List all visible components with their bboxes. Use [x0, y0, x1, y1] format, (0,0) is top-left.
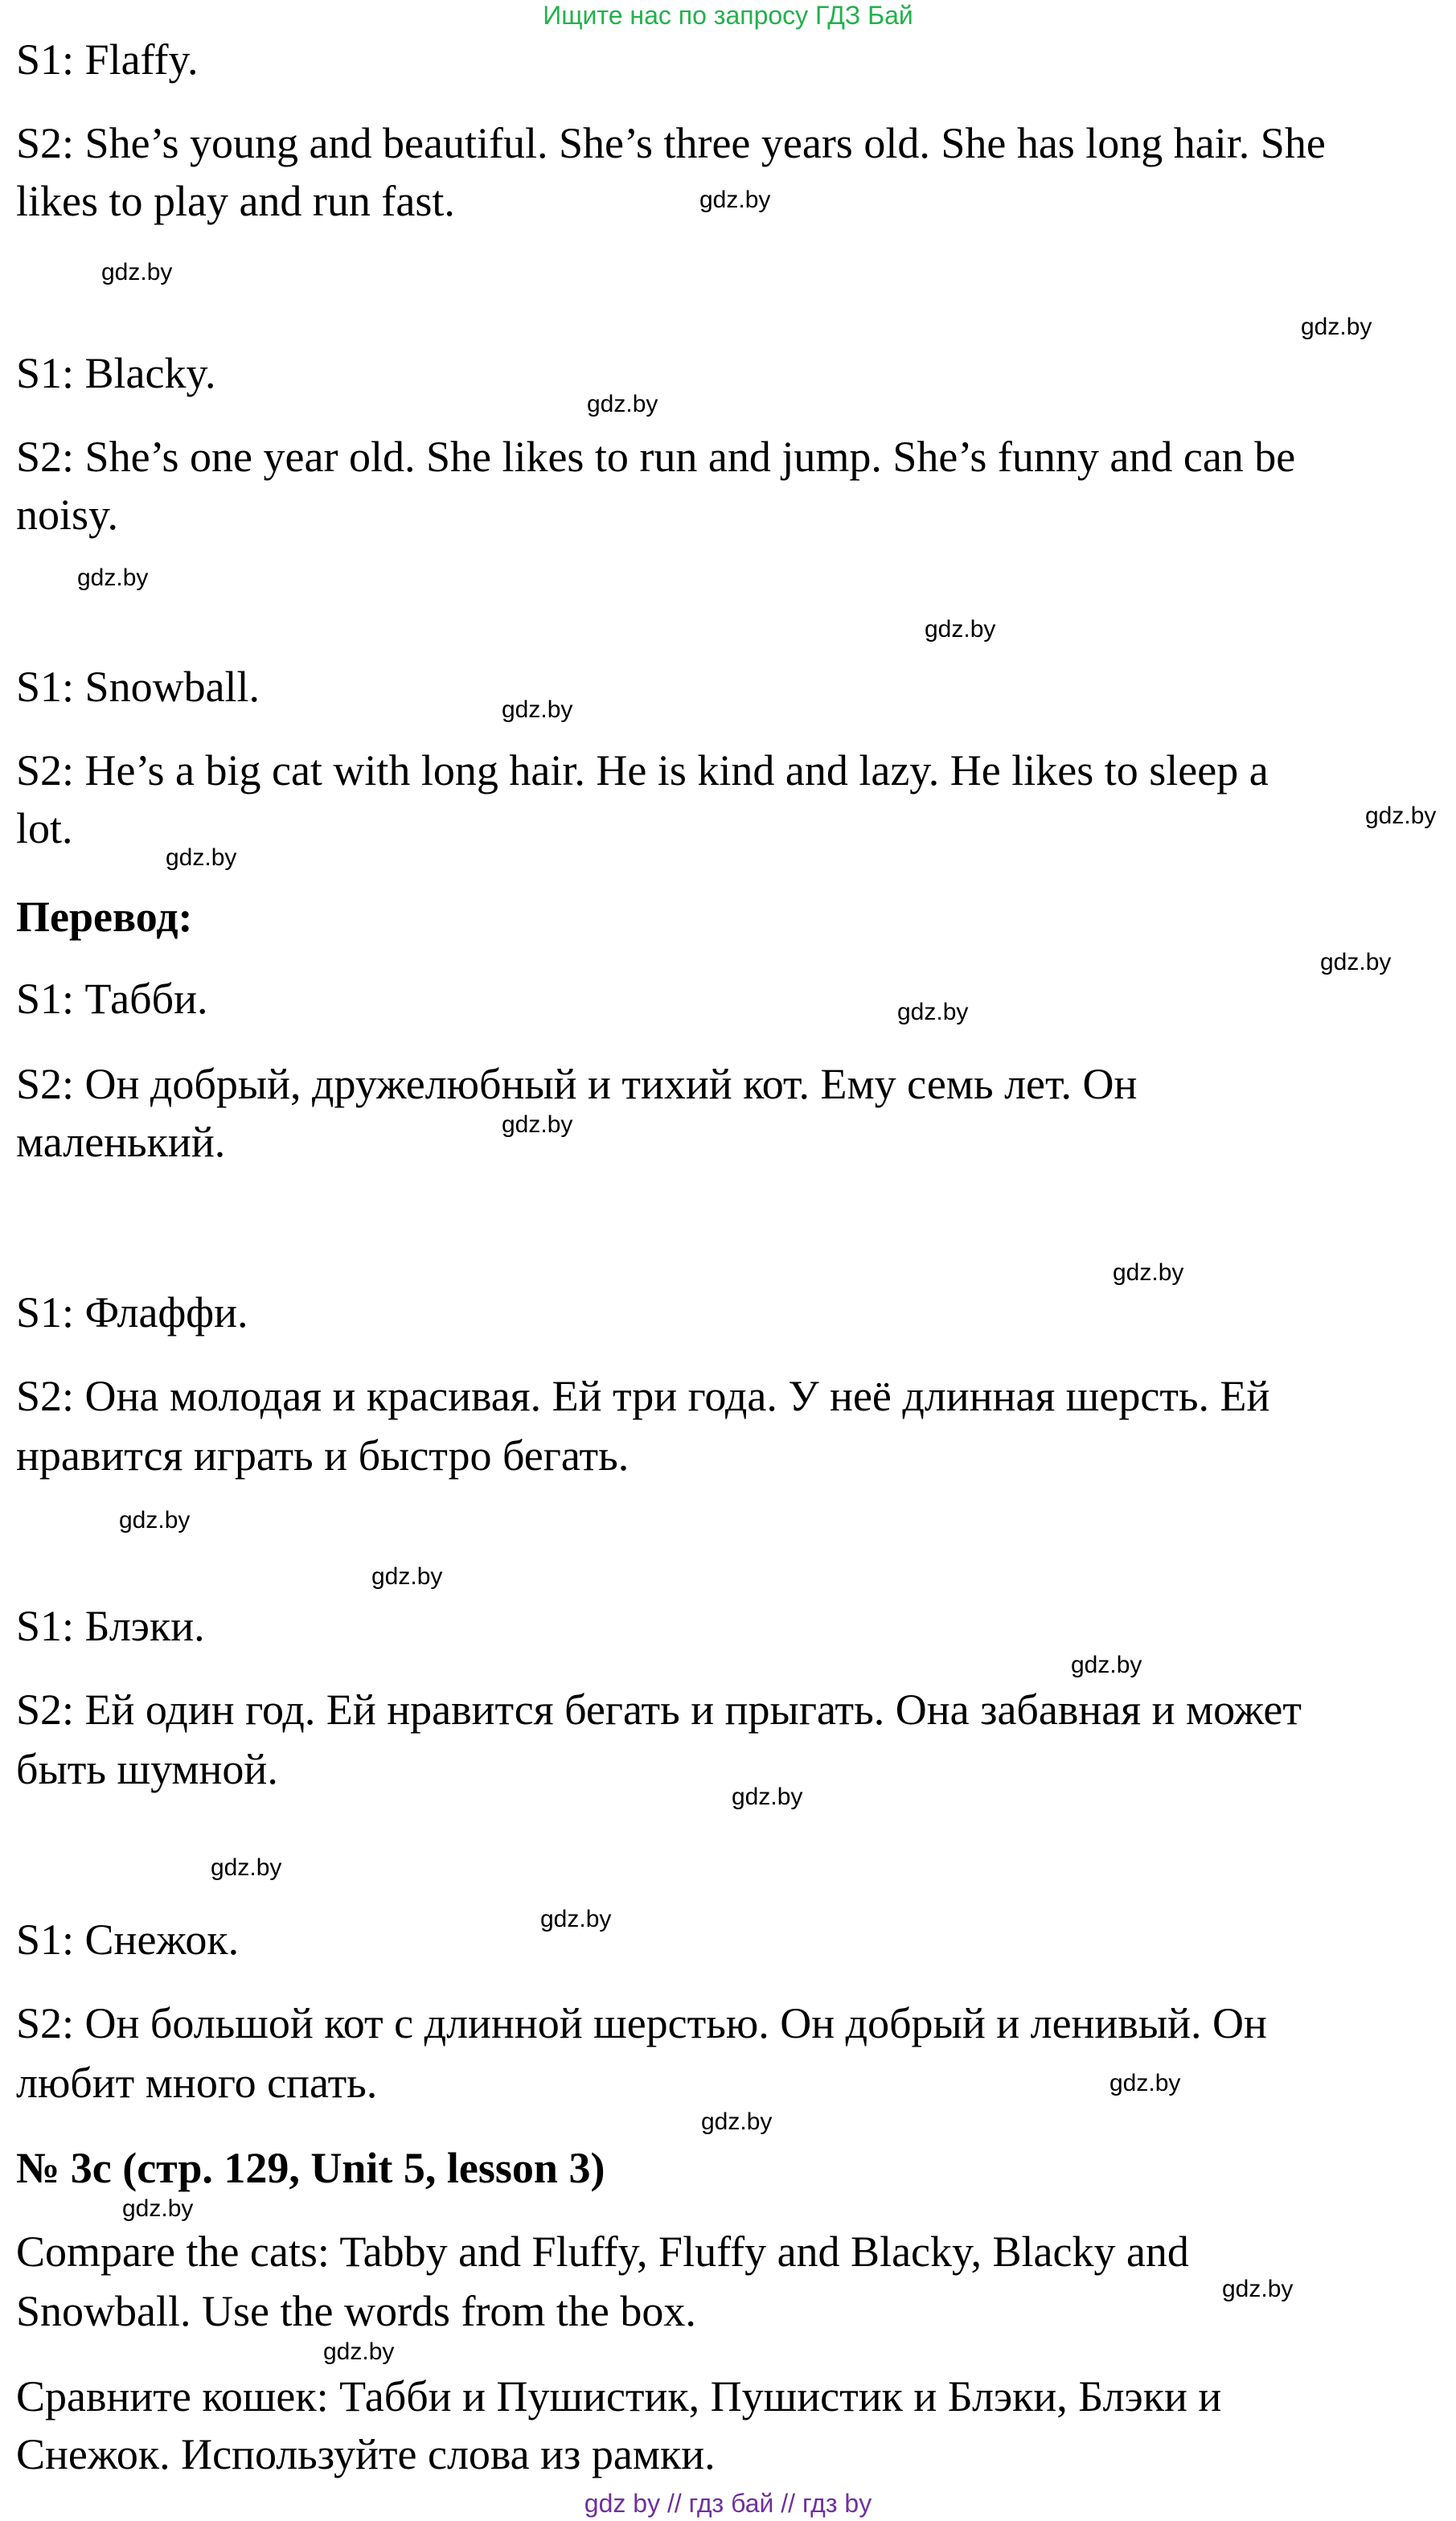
watermark-text: gdz.by: [1365, 803, 1437, 829]
watermark-text: gdz.by: [701, 2108, 773, 2135]
translation-line-s2-tabby: S2: Он добрый, дружелюбный и тихий кот. Ему семь лет. Он: [16, 1060, 1138, 1108]
watermark-text: gdz.by: [323, 2338, 395, 2365]
translation-line-s1-flaffy: S1: Флаффи.: [16, 1288, 248, 1336]
watermark-text: gdz.by: [77, 565, 149, 591]
translation-line-s1-snowball: S1: Снежок.: [16, 1915, 240, 1964]
watermark-text: gdz.by: [540, 1906, 612, 1932]
watermark-text: gdz.by: [502, 1111, 573, 1138]
translation-line-s2-tabby-cont: маленький.: [16, 1118, 226, 1166]
watermark-text: gdz.by: [1222, 2276, 1294, 2302]
watermark-text: gdz.by: [1113, 1259, 1184, 1286]
exercise-heading: № 3c (стр. 129, Unit 5, lesson 3): [16, 2144, 605, 2192]
exercise-task-en-cont: Snowball. Use the words from the box.: [16, 2287, 696, 2335]
dialogue-line-s2-snowball: S2: He’s a big cat with long hair. He is kind and lazy. He likes to sleep a: [16, 746, 1269, 794]
dialogue-line-s2-flaffy: S2: She’s young and beautiful. She’s three years old. She has long hair. She: [16, 119, 1326, 167]
watermark-text: gdz.by: [1301, 314, 1372, 340]
dialogue-line-s1-blacky: S1: Blacky.: [16, 349, 216, 397]
watermark-text: gdz.by: [699, 187, 771, 213]
translation-heading: Перевод:: [16, 893, 193, 941]
watermark-text: gdz.by: [211, 1854, 282, 1881]
watermark-text: gdz.by: [119, 1507, 191, 1534]
exercise-task-ru: Сравните кошек: Табби и Пушистик, Пушистик и Блэки, Блэки и: [16, 2372, 1222, 2420]
dialogue-line-s2-snowball-cont: lot.: [16, 804, 73, 852]
watermark-text: gdz.by: [1071, 1652, 1142, 1678]
translation-line-s2-blacky-cont: быть шумной.: [16, 1745, 278, 1793]
watermark-text: gdz.by: [897, 999, 969, 1025]
translation-line-s2-snowball: S2: Он большой кот с длинной шерстью. Он добрый и ленивый. Он: [16, 1999, 1267, 2047]
dialogue-line-s2-flaffy-cont: likes to play and run fast.: [16, 177, 455, 225]
watermark-text: gdz.by: [587, 391, 658, 417]
watermark-text: gdz.by: [1320, 949, 1392, 975]
dialogue-line-s1-flaffy: S1: Flaffy.: [16, 35, 199, 84]
watermark-text: gdz.by: [502, 696, 573, 723]
header-search-link[interactable]: Ищите нас по запросу ГДЗ Бай: [543, 1, 913, 30]
watermark-text: gdz.by: [101, 259, 173, 285]
dialogue-line-s1-snowball: S1: Snowball.: [16, 663, 260, 711]
footer-site-links[interactable]: gdz by // гдз бай // гдз by: [584, 2489, 872, 2518]
exercise-task-ru-cont: Снежок. Используйте слова из рамки.: [16, 2430, 716, 2478]
dialogue-line-s2-blacky-cont: noisy.: [16, 491, 119, 539]
watermark-text: gdz.by: [371, 1563, 443, 1590]
watermark-text: gdz.by: [732, 1784, 803, 1810]
watermark-text: gdz.by: [166, 844, 237, 871]
watermark-text: gdz.by: [122, 2195, 194, 2222]
translation-line-s2-blacky: S2: Ей один год. Ей нравится бегать и прыгать. Она забавная и может: [16, 1685, 1302, 1734]
translation-line-s1-tabby: S1: Табби.: [16, 975, 208, 1023]
translation-line-s1-blacky: S1: Блэки.: [16, 1602, 205, 1650]
dialogue-line-s2-blacky: S2: She’s one year old. She likes to run and jump. She’s funny and can be: [16, 433, 1296, 481]
translation-line-s2-flaffy-cont: нравится играть и быстро бегать.: [16, 1431, 630, 1480]
exercise-task-en: Compare the cats: Tabby and Fluffy, Fluffy and Blacky, Blacky and: [16, 2227, 1189, 2276]
translation-line-s2-snowball-cont: любит много спать.: [16, 2059, 378, 2107]
watermark-text: gdz.by: [1109, 2070, 1181, 2096]
watermark-text: gdz.by: [925, 616, 996, 643]
translation-line-s2-flaffy: S2: Она молодая и красивая. Ей три года. У неё длинная шерсть. Ей: [16, 1372, 1270, 1420]
